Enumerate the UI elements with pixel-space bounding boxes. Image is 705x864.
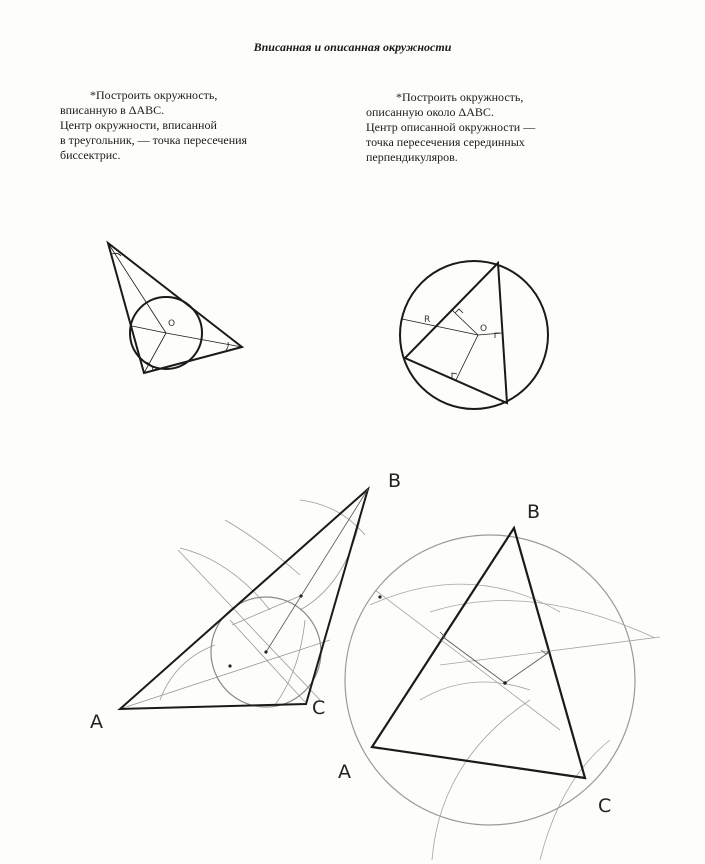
left-mark-point-1 — [299, 594, 302, 597]
left-mark-point-2 — [228, 664, 231, 667]
inscribed-line-1: *Построить окружность, — [90, 88, 218, 102]
right-perp-2 — [505, 653, 548, 683]
radius-label: R — [424, 315, 431, 325]
inscribed-triangle — [108, 243, 242, 373]
circumscribed-line-1: *Построить окружность, — [396, 90, 524, 104]
inscribed-line-3: Центр окружности, вписанной — [60, 118, 217, 132]
right-label-b: B — [527, 501, 541, 523]
circumscribed-line-5: перпендикуляров. — [366, 150, 458, 164]
right-construction-arcs — [370, 584, 660, 860]
left-incenter-point — [264, 650, 267, 653]
left-label-b: B — [388, 470, 402, 492]
bisector-a — [166, 333, 242, 347]
inscribed-line-2: вписанную в ΔABC. — [60, 103, 165, 117]
right-circumcenter-point — [503, 681, 507, 685]
right-angle-mark-3 — [452, 373, 457, 378]
perp-bisector-ac — [456, 335, 478, 380]
circumscribed-figure — [400, 261, 548, 409]
left-label-a: A — [90, 711, 103, 733]
right-label-c: C — [598, 795, 612, 817]
left-construction — [120, 489, 368, 709]
right-label-a: A — [338, 761, 351, 783]
right-mark-point — [378, 595, 381, 598]
left-triangle — [120, 489, 368, 709]
inscribed-figure — [108, 243, 242, 373]
angle-mark-a — [226, 342, 228, 350]
circumscribed-line-4: точка пересечения серединных — [366, 135, 525, 149]
left-label-c: C — [312, 697, 326, 719]
inscribed-line-4: в треугольник, — точка пересечения — [60, 133, 248, 147]
bisector-b — [108, 243, 166, 333]
perp-bisector-ab — [452, 310, 478, 335]
right-perp-1 — [443, 637, 505, 683]
page-title: Вписанная и описанная окружности — [253, 40, 452, 54]
circumscribed-circle — [400, 261, 548, 409]
circumscribed-center-label: O — [480, 324, 488, 334]
inscribed-line-5: биссектрис. — [60, 148, 121, 162]
right-triangle — [372, 528, 585, 778]
circumscribed-line-3: Центр описанной окружности — — [366, 120, 536, 134]
radius-line — [132, 326, 166, 333]
left-bisector-b — [266, 489, 368, 652]
inscribed-center-label: O — [168, 319, 176, 329]
right-angle-mark-1 — [455, 309, 463, 313]
right-construction — [345, 528, 660, 860]
right-circumcircle — [345, 535, 635, 825]
circumscribed-line-2: описанную около ΔABC. — [366, 105, 494, 119]
